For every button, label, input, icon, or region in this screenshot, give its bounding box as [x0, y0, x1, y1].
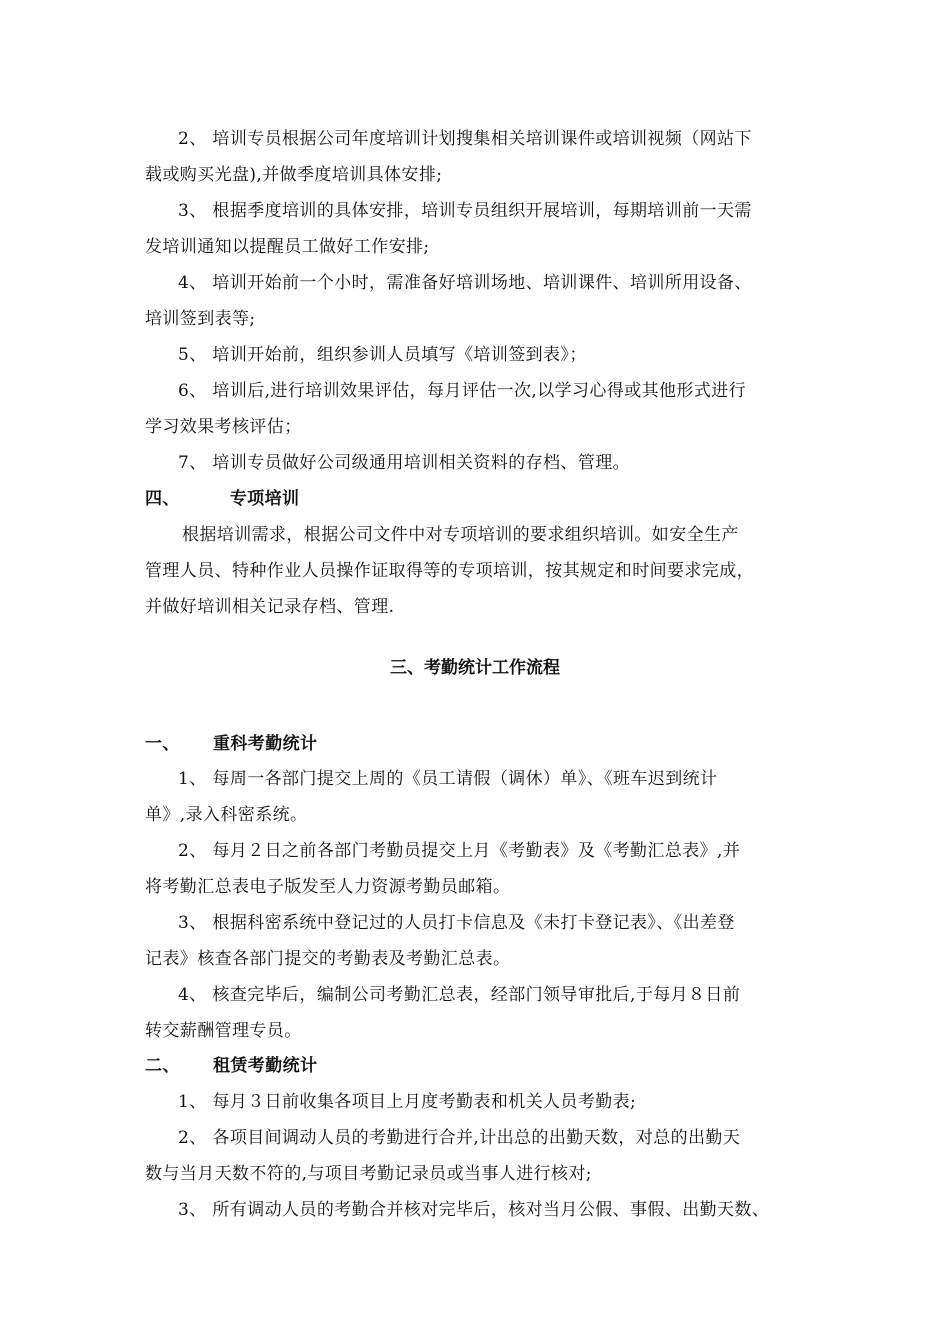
paragraph-line: 将考勤汇总表电子版发至人力资源考勤员邮箱。: [145, 877, 511, 897]
paragraph-line: 学习效果考核评估；: [145, 417, 302, 437]
paragraph-line: 3、 根据季度培训的具体安排，培训专员组织开展培训，每期培训前一天需: [178, 201, 752, 221]
paragraph-line: 5、 培训开始前，组织参训人员填写《培训签到表》；: [178, 345, 587, 365]
section-title: 重科考勤统计: [213, 734, 318, 754]
section-heading: [145, 733, 317, 755]
paragraph-line: 根据培训需求，根据公司文件中对专项培训的要求组织培训。如安全生产: [182, 525, 739, 545]
paragraph-line: 6、 培训后,进行培训效果评估，每月评估一次,以学习心得或其他形式进行: [178, 381, 747, 401]
paragraph-line: 4、 核查完毕后，编制公司考勤汇总表，经部门领导审批后,于每月８日前: [178, 985, 741, 1005]
section-title: 专项培训: [229, 489, 300, 509]
paragraph-line: 2、 各项目间调动人员的考勤进行合并,计出总的出勤天数，对总的出勤天: [178, 1128, 741, 1148]
paragraph-line: 1、 每周一各部门提交上周的《员工请假（调休）单》、《班车迟到统计: [178, 769, 718, 789]
paragraph-line: 4、 培训开始前一个小时，需准备好培训场地、培训课件、培训所用设备、: [178, 273, 752, 293]
paragraph-line: 7、 培训专员做好公司级通用培训相关资料的存档、管理。: [178, 453, 631, 473]
section-heading: [145, 1055, 317, 1077]
paragraph-line: 1、 每月３日前收集各项目上月度考勤表和机关人员考勤表;: [178, 1092, 637, 1112]
section-number: 一、: [145, 734, 180, 754]
paragraph-line: 单》,录入科密系统。: [145, 805, 308, 825]
paragraph-line: 记表》核查各部门提交的考勤表及考勤汇总表。: [145, 949, 511, 969]
paragraph-line: 2、 培训专员根据公司年度培训计划搜集相关培训课件或培训视频（网站下: [178, 129, 752, 149]
paragraph-line: 3、 根据科密系统中登记过的人员打卡信息及《未打卡登记表》、《出差登: [178, 913, 735, 933]
paragraph-line: 数与当月天数不符的,与项目考勤记录员或当事人进行核对;: [145, 1164, 592, 1184]
paragraph-line: 并做好培训相关记录存档、管理.: [145, 597, 395, 617]
paragraph-line: 载或购买光盘),并做季度培训具体安排;: [145, 165, 443, 185]
chapter-title: 三、考勤统计工作流程: [390, 658, 560, 678]
section-number: 四、: [145, 489, 180, 509]
paragraph-line: 3、 所有调动人员的考勤合并核对完毕后，核对当月公假、事假、出勤天数、: [178, 1200, 770, 1220]
paragraph-line: 管理人员、特种作业人员操作证取得等的专项培训，按其规定和时间要求完成，: [145, 561, 754, 581]
paragraph-line: 发培训通知以提醒员工做好工作安排;: [145, 237, 430, 257]
paragraph-line: 转交薪酬管理专员。: [145, 1021, 302, 1041]
paragraph-line: 培训签到表等;: [145, 309, 256, 329]
section-number: 二、: [145, 1056, 180, 1076]
section-title: 租赁考勤统计: [213, 1056, 318, 1076]
paragraph-line: 2、 每月２日之前各部门考勤员提交上月《考勤表》及《考勤汇总表》,并: [178, 841, 741, 861]
section-heading: [145, 488, 299, 510]
